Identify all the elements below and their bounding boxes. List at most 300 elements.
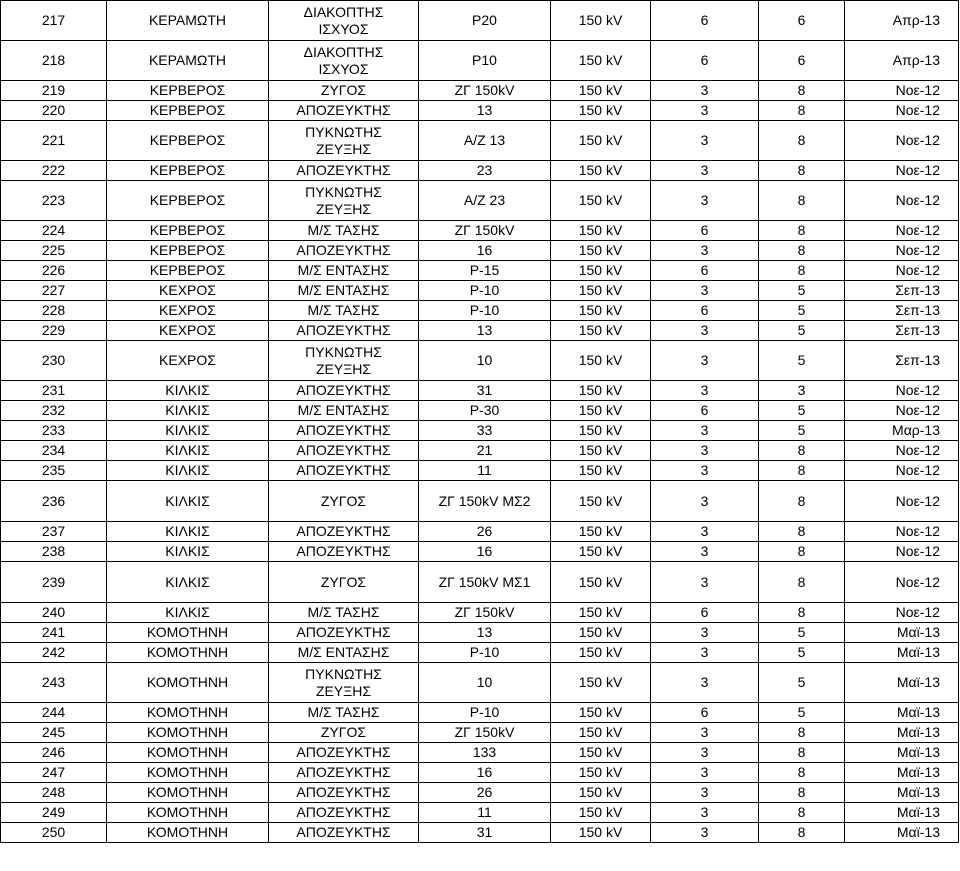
equipment-line: ΖΕΥΞΗΣ bbox=[315, 360, 372, 377]
cell-place: ΚΟΜΟΤΗΝΗ bbox=[107, 743, 269, 763]
cell-col-a: 6 bbox=[651, 603, 759, 623]
cell-place: ΚΟΜΟΤΗΝΗ bbox=[107, 643, 269, 663]
cell-equipment bbox=[269, 221, 419, 241]
cell-id: 220 bbox=[1, 101, 107, 121]
table-row bbox=[1, 321, 959, 341]
cell-id: 247 bbox=[1, 763, 107, 783]
cell-col-a: 3 bbox=[651, 663, 759, 703]
cell-col-b: 5 bbox=[759, 421, 845, 441]
cell-voltage: 150 kV bbox=[551, 481, 651, 522]
cell-equipment bbox=[269, 181, 419, 221]
table-row bbox=[1, 181, 959, 221]
cell-voltage: 150 kV bbox=[551, 723, 651, 743]
cell-equipment bbox=[269, 542, 419, 562]
cell-date: Νοε-12 bbox=[845, 261, 959, 281]
cell-code: 16 bbox=[419, 763, 551, 783]
cell-code: Ρ-15 bbox=[419, 261, 551, 281]
cell-voltage: 150 kV bbox=[551, 522, 651, 542]
cell-id: 243 bbox=[1, 663, 107, 703]
cell-code: ΖΓ 150kV ΜΣ1 bbox=[419, 562, 551, 603]
cell-code: 23 bbox=[419, 161, 551, 181]
cell-place: ΚΙΛΚΙΣ bbox=[107, 401, 269, 421]
table-row bbox=[1, 783, 959, 803]
cell-voltage: 150 kV bbox=[551, 743, 651, 763]
cell-code: ΖΓ 150kV bbox=[419, 221, 551, 241]
cell-code: 21 bbox=[419, 441, 551, 461]
cell-code: 26 bbox=[419, 522, 551, 542]
equipment-line: ΖΕΥΞΗΣ bbox=[315, 200, 372, 217]
cell-equipment bbox=[269, 441, 419, 461]
cell-col-a: 3 bbox=[651, 381, 759, 401]
cell-place: ΚΙΛΚΙΣ bbox=[107, 421, 269, 441]
cell-date: Νοε-12 bbox=[845, 181, 959, 221]
equipment-line: Μ/Σ ΕΝΤΑΣΗΣ bbox=[297, 262, 390, 278]
cell-equipment bbox=[269, 301, 419, 321]
table-row bbox=[1, 763, 959, 783]
equipment-line: ΙΣΧΥΟΣ bbox=[318, 60, 369, 77]
cell-id: 250 bbox=[1, 823, 107, 843]
cell-id: 225 bbox=[1, 241, 107, 261]
cell-code: 16 bbox=[419, 241, 551, 261]
cell-place: ΚΙΛΚΙΣ bbox=[107, 441, 269, 461]
cell-id: 221 bbox=[1, 121, 107, 161]
cell-equipment bbox=[269, 522, 419, 542]
equipment-line: ΠΥΚΝΩΤΗΣ bbox=[305, 183, 382, 200]
cell-equipment bbox=[269, 241, 419, 261]
cell-col-a: 3 bbox=[651, 461, 759, 481]
equipment-line: ΑΠΟΖΕΥΚΤΗΣ bbox=[296, 824, 391, 840]
cell-id: 238 bbox=[1, 542, 107, 562]
cell-equipment bbox=[269, 643, 419, 663]
cell-place: ΚΙΛΚΙΣ bbox=[107, 481, 269, 522]
cell-equipment bbox=[269, 743, 419, 763]
cell-place: ΚΙΛΚΙΣ bbox=[107, 542, 269, 562]
cell-id: 219 bbox=[1, 81, 107, 101]
cell-col-b: 8 bbox=[759, 743, 845, 763]
cell-voltage: 150 kV bbox=[551, 81, 651, 101]
cell-voltage: 150 kV bbox=[551, 101, 651, 121]
cell-voltage: 150 kV bbox=[551, 441, 651, 461]
cell-equipment bbox=[269, 823, 419, 843]
table-row bbox=[1, 81, 959, 101]
cell-equipment bbox=[269, 321, 419, 341]
cell-place: ΚΕΧΡΟΣ bbox=[107, 321, 269, 341]
cell-date: Μαϊ-13 bbox=[845, 763, 959, 783]
cell-code: 133 bbox=[419, 743, 551, 763]
cell-col-b: 8 bbox=[759, 562, 845, 603]
cell-date: Νοε-12 bbox=[845, 241, 959, 261]
cell-place: ΚΟΜΟΤΗΝΗ bbox=[107, 823, 269, 843]
cell-code: Ρ-10 bbox=[419, 281, 551, 301]
cell-col-a: 3 bbox=[651, 783, 759, 803]
cell-col-b: 8 bbox=[759, 763, 845, 783]
cell-id: 235 bbox=[1, 461, 107, 481]
cell-equipment bbox=[269, 101, 419, 121]
cell-id: 227 bbox=[1, 281, 107, 301]
cell-col-b: 5 bbox=[759, 341, 845, 381]
cell-col-b: 5 bbox=[759, 703, 845, 723]
cell-col-b: 8 bbox=[759, 81, 845, 101]
table-row bbox=[1, 743, 959, 763]
cell-col-a: 3 bbox=[651, 743, 759, 763]
cell-col-a: 3 bbox=[651, 161, 759, 181]
cell-code: 26 bbox=[419, 783, 551, 803]
table-row bbox=[1, 1, 959, 41]
cell-col-a: 3 bbox=[651, 421, 759, 441]
cell-place: ΚΟΜΟΤΗΝΗ bbox=[107, 663, 269, 703]
cell-id: 239 bbox=[1, 562, 107, 603]
cell-code: 31 bbox=[419, 823, 551, 843]
cell-code: 31 bbox=[419, 381, 551, 401]
cell-equipment bbox=[269, 803, 419, 823]
cell-equipment bbox=[269, 703, 419, 723]
cell-date: Νοε-12 bbox=[845, 441, 959, 461]
cell-date: Απρ-13 bbox=[845, 41, 959, 81]
cell-date: Απρ-13 bbox=[845, 1, 959, 41]
table-row bbox=[1, 542, 959, 562]
cell-id: 246 bbox=[1, 743, 107, 763]
cell-id: 228 bbox=[1, 301, 107, 321]
cell-col-a: 3 bbox=[651, 101, 759, 121]
cell-date: Νοε-12 bbox=[845, 381, 959, 401]
cell-date: Μαϊ-13 bbox=[845, 823, 959, 843]
cell-equipment bbox=[269, 723, 419, 743]
cell-voltage: 150 kV bbox=[551, 823, 651, 843]
equipment-line: ΖΥΓΟΣ bbox=[320, 573, 367, 590]
table-row bbox=[1, 261, 959, 281]
table-row bbox=[1, 301, 959, 321]
cell-code: ΖΓ 150kV ΜΣ2 bbox=[419, 481, 551, 522]
cell-voltage: 150 kV bbox=[551, 663, 651, 703]
table-row bbox=[1, 281, 959, 301]
cell-id: 241 bbox=[1, 623, 107, 643]
cell-place: ΚΕΡΒΕΡΟΣ bbox=[107, 181, 269, 221]
cell-id: 245 bbox=[1, 723, 107, 743]
cell-id: 240 bbox=[1, 603, 107, 623]
cell-code: 11 bbox=[419, 461, 551, 481]
cell-equipment bbox=[269, 421, 419, 441]
equipment-line: ΖΥΓΟΣ bbox=[320, 724, 367, 740]
cell-col-b: 5 bbox=[759, 301, 845, 321]
cell-id: 230 bbox=[1, 341, 107, 381]
cell-code: P10 bbox=[419, 41, 551, 81]
cell-col-b: 8 bbox=[759, 723, 845, 743]
table-row bbox=[1, 623, 959, 643]
cell-id: 217 bbox=[1, 1, 107, 41]
cell-col-b: 6 bbox=[759, 41, 845, 81]
cell-voltage: 150 kV bbox=[551, 1, 651, 41]
table-row bbox=[1, 381, 959, 401]
cell-code: Α/Ζ 13 bbox=[419, 121, 551, 161]
cell-equipment bbox=[269, 763, 419, 783]
cell-id: 237 bbox=[1, 522, 107, 542]
cell-col-a: 3 bbox=[651, 441, 759, 461]
table-row bbox=[1, 703, 959, 723]
cell-col-b: 5 bbox=[759, 321, 845, 341]
cell-code: 13 bbox=[419, 101, 551, 121]
equipment-line: ΑΠΟΖΕΥΚΤΗΣ bbox=[296, 162, 391, 178]
cell-date: Μαϊ-13 bbox=[845, 663, 959, 703]
cell-col-a: 3 bbox=[651, 81, 759, 101]
cell-place: ΚΟΜΟΤΗΝΗ bbox=[107, 803, 269, 823]
cell-code: ΖΓ 150kV bbox=[419, 603, 551, 623]
cell-col-a: 6 bbox=[651, 1, 759, 41]
table-row bbox=[1, 823, 959, 843]
cell-col-b: 3 bbox=[759, 381, 845, 401]
cell-equipment bbox=[269, 121, 419, 161]
cell-code: 11 bbox=[419, 803, 551, 823]
equipment-line: Μ/Σ ΤΑΣΗΣ bbox=[307, 704, 380, 720]
table-row bbox=[1, 803, 959, 823]
cell-equipment bbox=[269, 461, 419, 481]
equipment-line: ΠΥΚΝΩΤΗΣ bbox=[305, 343, 382, 360]
cell-equipment bbox=[269, 663, 419, 703]
cell-date: Νοε-12 bbox=[845, 101, 959, 121]
cell-voltage: 150 kV bbox=[551, 421, 651, 441]
cell-equipment bbox=[269, 481, 419, 522]
cell-code: 10 bbox=[419, 341, 551, 381]
cell-place: ΚΙΛΚΙΣ bbox=[107, 562, 269, 603]
cell-id: 226 bbox=[1, 261, 107, 281]
cell-id: 249 bbox=[1, 803, 107, 823]
cell-voltage: 150 kV bbox=[551, 41, 651, 81]
cell-col-b: 8 bbox=[759, 241, 845, 261]
cell-place: ΚΕΡΒΕΡΟΣ bbox=[107, 221, 269, 241]
cell-date: Μαϊ-13 bbox=[845, 803, 959, 823]
cell-id: 248 bbox=[1, 783, 107, 803]
cell-voltage: 150 kV bbox=[551, 181, 651, 221]
cell-place: ΚΟΜΟΤΗΝΗ bbox=[107, 623, 269, 643]
cell-id: 224 bbox=[1, 221, 107, 241]
cell-date: Νοε-12 bbox=[845, 461, 959, 481]
cell-voltage: 150 kV bbox=[551, 381, 651, 401]
cell-voltage: 150 kV bbox=[551, 261, 651, 281]
table-row bbox=[1, 441, 959, 461]
cell-place: ΚΕΡΒΕΡΟΣ bbox=[107, 161, 269, 181]
table-row bbox=[1, 481, 959, 522]
cell-place: ΚΕΧΡΟΣ bbox=[107, 301, 269, 321]
cell-place: ΚΕΡΒΕΡΟΣ bbox=[107, 241, 269, 261]
cell-col-a: 3 bbox=[651, 803, 759, 823]
cell-col-a: 3 bbox=[651, 823, 759, 843]
cell-place: ΚΟΜΟΤΗΝΗ bbox=[107, 703, 269, 723]
equipment-line: ΑΠΟΖΕΥΚΤΗΣ bbox=[296, 744, 391, 760]
cell-equipment bbox=[269, 81, 419, 101]
equipment-line: Μ/Σ ΤΑΣΗΣ bbox=[307, 222, 380, 238]
cell-place: ΚΙΛΚΙΣ bbox=[107, 603, 269, 623]
cell-col-b: 8 bbox=[759, 803, 845, 823]
cell-date: Νοε-12 bbox=[845, 603, 959, 623]
cell-col-a: 3 bbox=[651, 281, 759, 301]
cell-equipment bbox=[269, 603, 419, 623]
cell-col-a: 6 bbox=[651, 703, 759, 723]
cell-col-b: 8 bbox=[759, 823, 845, 843]
cell-col-a: 3 bbox=[651, 181, 759, 221]
equipment-line: ΖΕΥΞΗΣ bbox=[315, 140, 372, 157]
cell-place: ΚΕΡΑΜΩΤΗ bbox=[107, 41, 269, 81]
cell-col-b: 8 bbox=[759, 441, 845, 461]
cell-date: Νοε-12 bbox=[845, 81, 959, 101]
cell-voltage: 150 kV bbox=[551, 461, 651, 481]
cell-voltage: 150 kV bbox=[551, 301, 651, 321]
cell-place: ΚΟΜΟΤΗΝΗ bbox=[107, 723, 269, 743]
cell-voltage: 150 kV bbox=[551, 161, 651, 181]
cell-voltage: 150 kV bbox=[551, 763, 651, 783]
cell-col-a: 3 bbox=[651, 241, 759, 261]
equipment-line: ΔΙΑΚΟΠΤΗΣ bbox=[303, 43, 384, 60]
cell-id: 229 bbox=[1, 321, 107, 341]
cell-col-b: 5 bbox=[759, 401, 845, 421]
cell-col-a: 3 bbox=[651, 121, 759, 161]
cell-col-b: 8 bbox=[759, 161, 845, 181]
cell-code: Α/Ζ 23 bbox=[419, 181, 551, 221]
equipment-line: Μ/Σ ΕΝΤΑΣΗΣ bbox=[297, 282, 390, 298]
equipment-line: ΑΠΟΖΕΥΚΤΗΣ bbox=[296, 102, 391, 118]
cell-code: Ρ-30 bbox=[419, 401, 551, 421]
cell-code: 13 bbox=[419, 321, 551, 341]
cell-date: Μαϊ-13 bbox=[845, 723, 959, 743]
equipment-line: Μ/Σ ΤΑΣΗΣ bbox=[307, 302, 380, 318]
cell-code: 33 bbox=[419, 421, 551, 441]
cell-voltage: 150 kV bbox=[551, 221, 651, 241]
table-row bbox=[1, 421, 959, 441]
cell-equipment bbox=[269, 1, 419, 41]
cell-col-a: 3 bbox=[651, 623, 759, 643]
equipment-line: ΑΠΟΖΕΥΚΤΗΣ bbox=[296, 462, 391, 478]
cell-col-a: 6 bbox=[651, 301, 759, 321]
cell-col-a: 6 bbox=[651, 401, 759, 421]
cell-col-a: 3 bbox=[651, 522, 759, 542]
cell-voltage: 150 kV bbox=[551, 562, 651, 603]
cell-equipment bbox=[269, 381, 419, 401]
cell-id: 236 bbox=[1, 481, 107, 522]
cell-voltage: 150 kV bbox=[551, 321, 651, 341]
cell-equipment bbox=[269, 783, 419, 803]
equipment-line: ΑΠΟΖΕΥΚΤΗΣ bbox=[296, 543, 391, 559]
cell-voltage: 150 kV bbox=[551, 121, 651, 161]
cell-place: ΚΙΛΚΙΣ bbox=[107, 461, 269, 481]
cell-col-b: 5 bbox=[759, 663, 845, 703]
equipment-line: ΑΠΟΖΕΥΚΤΗΣ bbox=[296, 624, 391, 640]
cell-code: Ρ-10 bbox=[419, 643, 551, 663]
cell-voltage: 150 kV bbox=[551, 281, 651, 301]
table-row bbox=[1, 603, 959, 623]
cell-id: 231 bbox=[1, 381, 107, 401]
cell-date: Νοε-12 bbox=[845, 542, 959, 562]
cell-date: Νοε-12 bbox=[845, 121, 959, 161]
equipment-line: ΑΠΟΖΕΥΚΤΗΣ bbox=[296, 784, 391, 800]
cell-voltage: 150 kV bbox=[551, 703, 651, 723]
cell-col-b: 8 bbox=[759, 481, 845, 522]
equipment-line: ΔΙΑΚΟΠΤΗΣ bbox=[303, 3, 384, 20]
cell-col-b: 8 bbox=[759, 261, 845, 281]
equipment-line: ΑΠΟΖΕΥΚΤΗΣ bbox=[296, 322, 391, 338]
cell-col-a: 3 bbox=[651, 341, 759, 381]
cell-date: Νοε-12 bbox=[845, 161, 959, 181]
cell-col-b: 6 bbox=[759, 1, 845, 41]
table-row bbox=[1, 401, 959, 421]
cell-col-b: 5 bbox=[759, 281, 845, 301]
equipment-line: Μ/Σ ΕΝΤΑΣΗΣ bbox=[297, 402, 390, 418]
cell-code: Ρ-10 bbox=[419, 703, 551, 723]
cell-col-a: 3 bbox=[651, 321, 759, 341]
cell-date: Σεπ-13 bbox=[845, 301, 959, 321]
cell-equipment bbox=[269, 41, 419, 81]
equipment-line: ΑΠΟΖΕΥΚΤΗΣ bbox=[296, 422, 391, 438]
cell-col-b: 8 bbox=[759, 221, 845, 241]
cell-date: Νοε-12 bbox=[845, 221, 959, 241]
equipment-line: ΑΠΟΖΕΥΚΤΗΣ bbox=[296, 442, 391, 458]
cell-date: Μαϊ-13 bbox=[845, 623, 959, 643]
table-row bbox=[1, 241, 959, 261]
cell-place: ΚΟΜΟΤΗΝΗ bbox=[107, 763, 269, 783]
cell-col-b: 5 bbox=[759, 623, 845, 643]
table-row bbox=[1, 221, 959, 241]
cell-place: ΚΕΧΡΟΣ bbox=[107, 281, 269, 301]
cell-col-b: 8 bbox=[759, 461, 845, 481]
equipment-line: ΑΠΟΖΕΥΚΤΗΣ bbox=[296, 242, 391, 258]
cell-col-b: 8 bbox=[759, 783, 845, 803]
cell-voltage: 150 kV bbox=[551, 803, 651, 823]
cell-equipment bbox=[269, 341, 419, 381]
cell-date: Νοε-12 bbox=[845, 401, 959, 421]
table-row bbox=[1, 461, 959, 481]
cell-equipment bbox=[269, 261, 419, 281]
cell-col-a: 6 bbox=[651, 41, 759, 81]
equipment-line: Μ/Σ ΕΝΤΑΣΗΣ bbox=[297, 644, 390, 660]
cell-id: 233 bbox=[1, 421, 107, 441]
cell-id: 222 bbox=[1, 161, 107, 181]
cell-place: ΚΕΡΒΕΡΟΣ bbox=[107, 81, 269, 101]
equipment-line: ΖΥΓΟΣ bbox=[320, 82, 367, 98]
equipment-line: ΑΠΟΖΕΥΚΤΗΣ bbox=[296, 764, 391, 780]
cell-code: Ρ-10 bbox=[419, 301, 551, 321]
cell-date: Σεπ-13 bbox=[845, 281, 959, 301]
cell-voltage: 150 kV bbox=[551, 241, 651, 261]
equipment-line: ΑΠΟΖΕΥΚΤΗΣ bbox=[296, 804, 391, 820]
cell-id: 218 bbox=[1, 41, 107, 81]
cell-place: ΚΕΡΒΕΡΟΣ bbox=[107, 121, 269, 161]
cell-date: Σεπ-13 bbox=[845, 341, 959, 381]
cell-place: ΚΕΡΑΜΩΤΗ bbox=[107, 1, 269, 41]
cell-col-b: 8 bbox=[759, 542, 845, 562]
cell-equipment bbox=[269, 562, 419, 603]
cell-col-b: 5 bbox=[759, 643, 845, 663]
table-body bbox=[1, 1, 959, 843]
cell-code: 16 bbox=[419, 542, 551, 562]
cell-place: ΚΙΛΚΙΣ bbox=[107, 381, 269, 401]
cell-col-a: 6 bbox=[651, 221, 759, 241]
cell-col-a: 3 bbox=[651, 562, 759, 603]
cell-col-a: 3 bbox=[651, 643, 759, 663]
cell-col-a: 3 bbox=[651, 481, 759, 522]
cell-equipment bbox=[269, 281, 419, 301]
cell-date: Σεπ-13 bbox=[845, 321, 959, 341]
equipment-line: ΖΕΥΞΗΣ bbox=[315, 682, 372, 699]
table-row bbox=[1, 562, 959, 603]
equipment-line: ΠΥΚΝΩΤΗΣ bbox=[305, 123, 382, 140]
cell-date: Μαϊ-13 bbox=[845, 643, 959, 663]
cell-code: ΖΓ 150kV bbox=[419, 81, 551, 101]
cell-date: Νοε-12 bbox=[845, 481, 959, 522]
cell-code: 13 bbox=[419, 623, 551, 643]
cell-place: ΚΟΜΟΤΗΝΗ bbox=[107, 783, 269, 803]
cell-col-a: 3 bbox=[651, 542, 759, 562]
cell-voltage: 150 kV bbox=[551, 783, 651, 803]
cell-date: Μαρ-13 bbox=[845, 421, 959, 441]
cell-code: 10 bbox=[419, 663, 551, 703]
cell-voltage: 150 kV bbox=[551, 341, 651, 381]
